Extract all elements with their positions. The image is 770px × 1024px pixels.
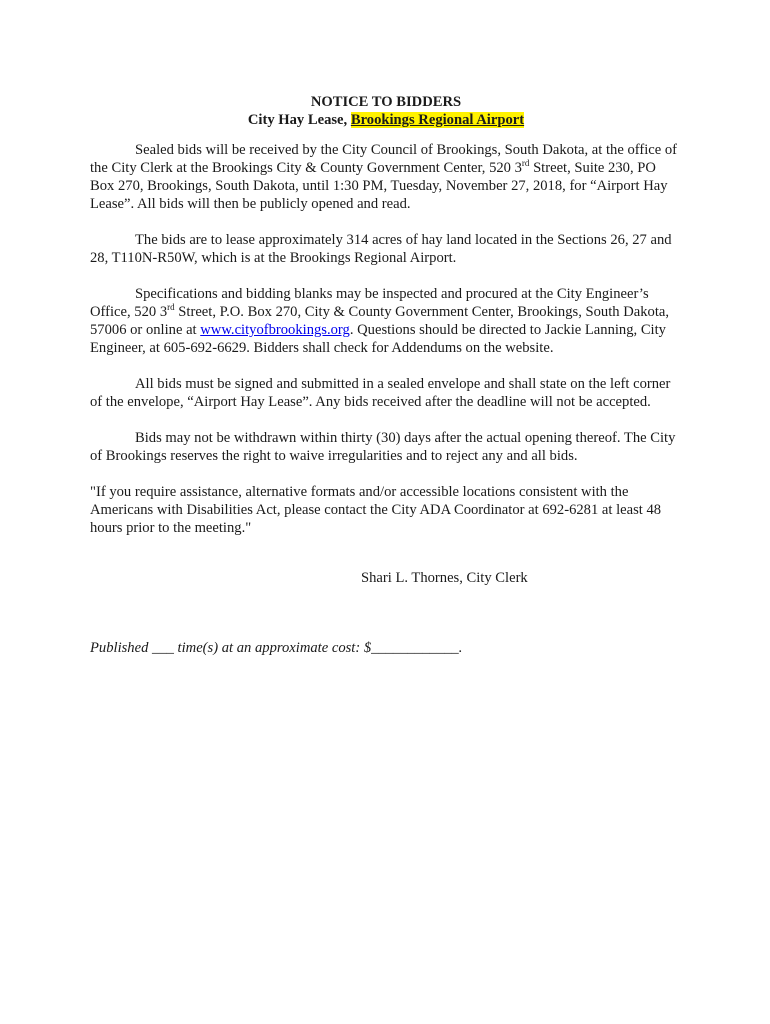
website-link[interactable]: www.cityofbrookings.org — [200, 322, 350, 338]
paragraph-text: Street, Suite 230, PO Box 270, Brookings, South Dakota, until 1:30 PM, Tuesday, November 27, 2018, for “Airport Hay Lease”. All bids will then be publicly opened and read. — [90, 160, 668, 212]
paragraph-lease-description: The bids are to lease approximately 314 acres of hay land located in the Sections 26, 27 and 28, T110N-R50W, which is at the Brookings Regional Airport. — [90, 232, 672, 266]
notice-content — [90, 93, 682, 657]
paragraph-text: Street, P.O. Box 270, City & County Government Center, Brookings, South Dakota, 57006 or online at — [90, 304, 670, 338]
signature-line: Shari L. Thornes, City Clerk — [361, 570, 528, 586]
notice-subtitle — [90, 111, 682, 129]
paragraph-withdrawal: Bids may not be withdrawn within thirty (30) days after the actual opening thereof. The City of Brookings reserves the right to waive irregularities and to reject any and all bids. — [90, 430, 676, 464]
notice-title: NOTICE TO BIDDERS — [310, 94, 462, 110]
paragraph-ada: "If you require assistance, alternative formats and/or accessible locations consistent with the Americans with Disabilities Act, please contact the City ADA Coordinator at 692-6281 at least 48 hours prior to the meeting." — [90, 484, 662, 536]
paragraph-text: Sealed bids will be received by the City Council of Brookings, South Dakota, at the office of the City Clerk at the Brookings City & County Government Center, 520 3 — [90, 142, 678, 176]
published-cost-line: Published ___ time(s) at an approximate cost: $____________. — [90, 640, 463, 656]
superscript: rd — [521, 158, 530, 169]
subtitle-plain: City Hay Lease, — [247, 112, 351, 128]
paragraph-submission: All bids must be signed and submitted in a sealed envelope and shall state on the left corner of the envelope, “Airport Hay Lease”. Any bids received after the deadline will not be accepted. — [90, 376, 671, 410]
paragraph-text: . Questions should be directed to Jackie Lanning, City Engineer, at 605-692-6629. Bidders shall check for Addendums on the website. — [90, 322, 666, 356]
paragraph-specifications — [90, 285, 682, 357]
notice-title-block — [90, 93, 682, 129]
paragraph-sealed-bids — [90, 141, 682, 213]
paragraph-text: Specifications and bidding blanks may be inspected and procured at the City Engineer’s Office, 520 3 — [90, 286, 649, 320]
superscript: rd — [167, 302, 175, 313]
subtitle-highlight: Brookings Regional Airport — [350, 112, 525, 128]
